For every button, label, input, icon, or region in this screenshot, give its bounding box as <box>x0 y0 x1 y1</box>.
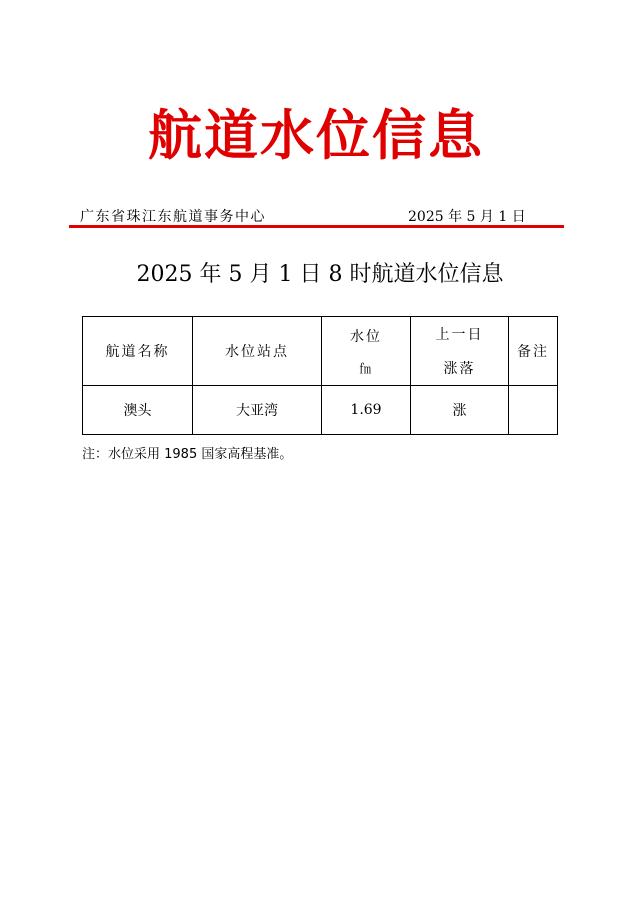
header-change <box>411 317 509 386</box>
main-title: 航道水位信息 <box>148 104 484 167</box>
issuer-name: 广东省珠江东航道事务中心 <box>80 209 266 225</box>
report-title: 2025 年 5 月 1 日 8 时航道水位信息 <box>136 262 504 287</box>
header-level-label: 水位 <box>350 328 382 345</box>
header-change-label: 涨落 <box>443 361 476 377</box>
table-header-row <box>83 317 558 386</box>
cell-change: 涨 <box>411 386 509 435</box>
header-level <box>322 317 411 386</box>
datum-note: 注：水位采用 1985 国家高程基准。 <box>82 447 293 462</box>
header-station: 水位站点 <box>193 317 322 386</box>
header-channel: 航道名称 <box>83 317 193 386</box>
cell-channel: 澳头 <box>83 386 193 435</box>
header-level-unit: ㎙ <box>358 361 373 376</box>
issuer-row <box>80 207 552 227</box>
header-prev-day: 上一日 <box>435 327 484 343</box>
table-row <box>83 386 558 435</box>
cell-remarks <box>509 386 558 435</box>
water-level-table <box>82 316 558 435</box>
header-remarks: 备注 <box>509 317 558 386</box>
cell-level: 1.69 <box>322 386 411 435</box>
cell-station: 大亚湾 <box>193 386 322 435</box>
issue-date: 2025 年 5 月 1 日 <box>408 209 526 225</box>
red-divider-line <box>69 225 564 228</box>
